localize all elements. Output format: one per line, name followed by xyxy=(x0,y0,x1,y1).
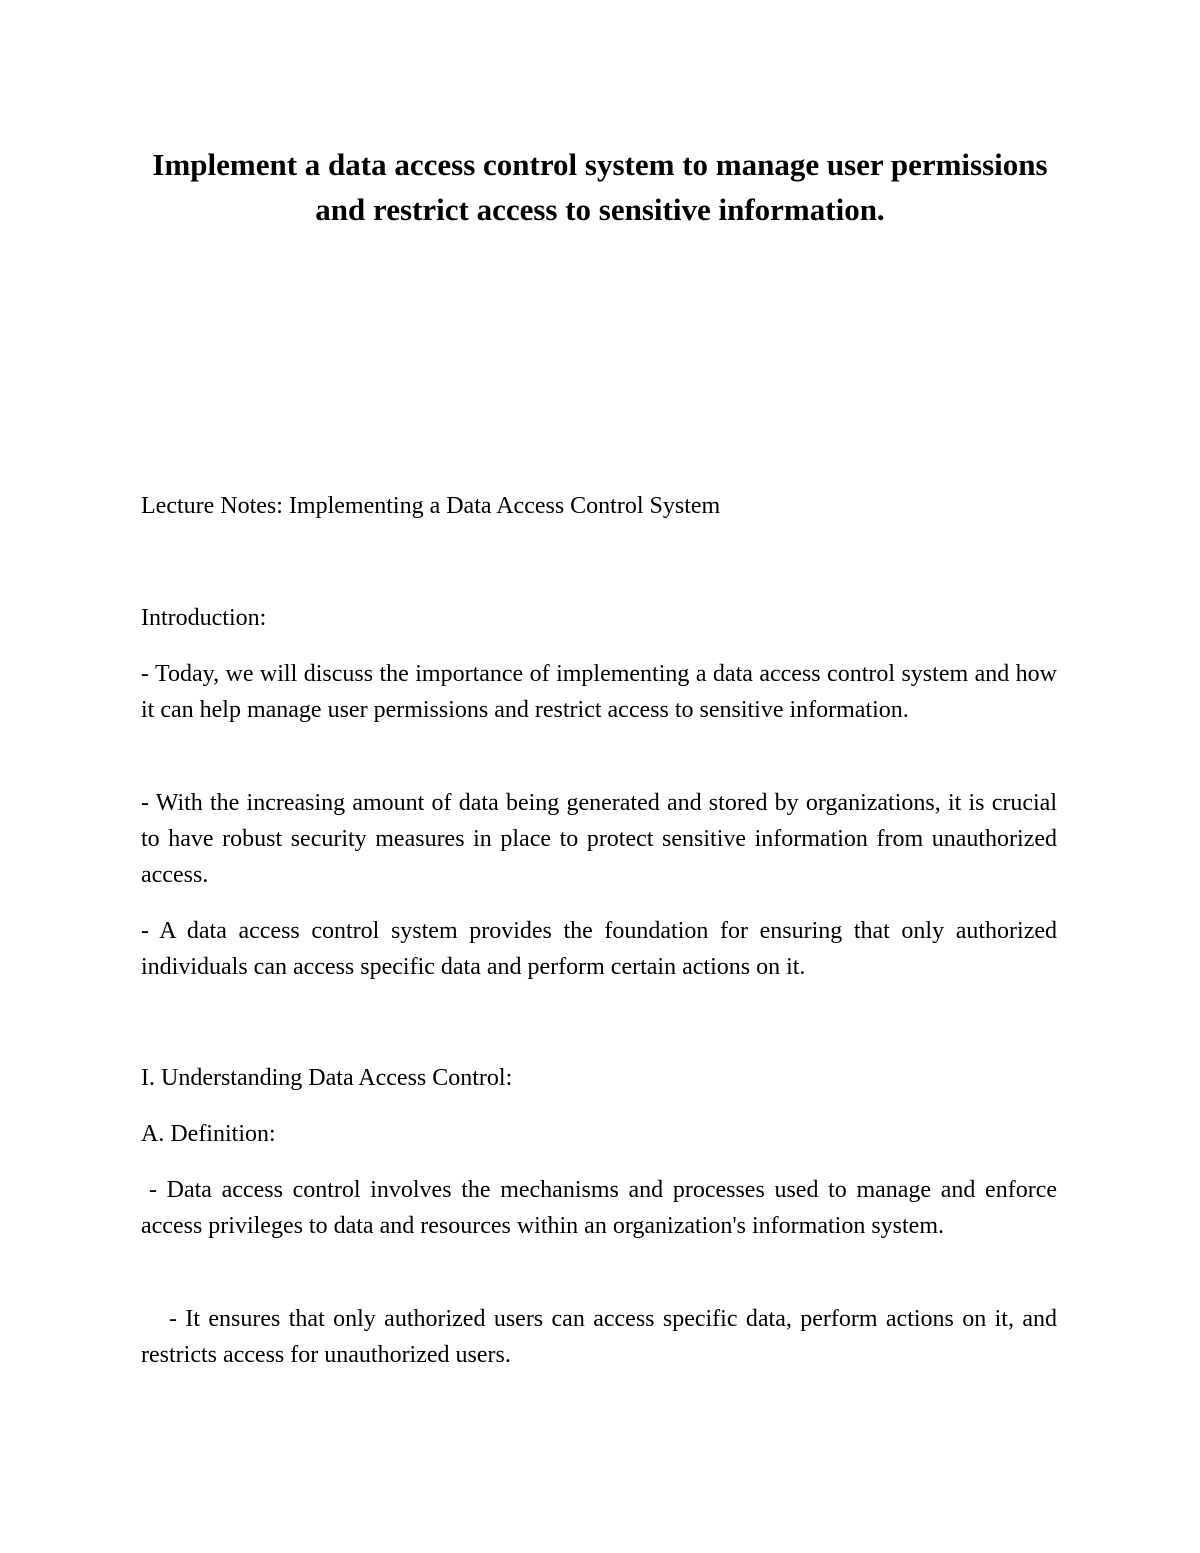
document-title: Implement a data access control system to manage user permissions and restrict access to sensitive information. xyxy=(152,147,1048,227)
introduction-point-1: - Today, we will discuss the importance of implementing a data access control system and how it can help manage user permissions and restrict access to sensitive information. xyxy=(141,661,1057,723)
introduction-point-2: - With the increasing amount of data being generated and stored by organizations, it is crucial to have robust security measures in place to protect sensitive information from unauthorized access. xyxy=(141,790,1057,888)
lecture-notes-heading: Lecture Notes: Implementing a Data Access Control System xyxy=(141,493,721,519)
introduction-point-3: - A data access control system provides the foundation for ensuring that only authorized individuals can access specific data and perform certain actions on it. xyxy=(141,918,1057,980)
section-1-heading: I. Understanding Data Access Control: xyxy=(141,1065,513,1091)
definition-point-1: - Data access control involves the mechanisms and processes used to manage and enforce access privileges to data and resources within an organization's information system. xyxy=(141,1177,1057,1239)
definition-point-2: - It ensures that only authorized users can access specific data, perform actions on it, and restricts access for unauthorized users. xyxy=(141,1306,1057,1368)
definition-heading: A. Definition: xyxy=(141,1121,276,1147)
introduction-heading: Introduction: xyxy=(141,605,267,631)
